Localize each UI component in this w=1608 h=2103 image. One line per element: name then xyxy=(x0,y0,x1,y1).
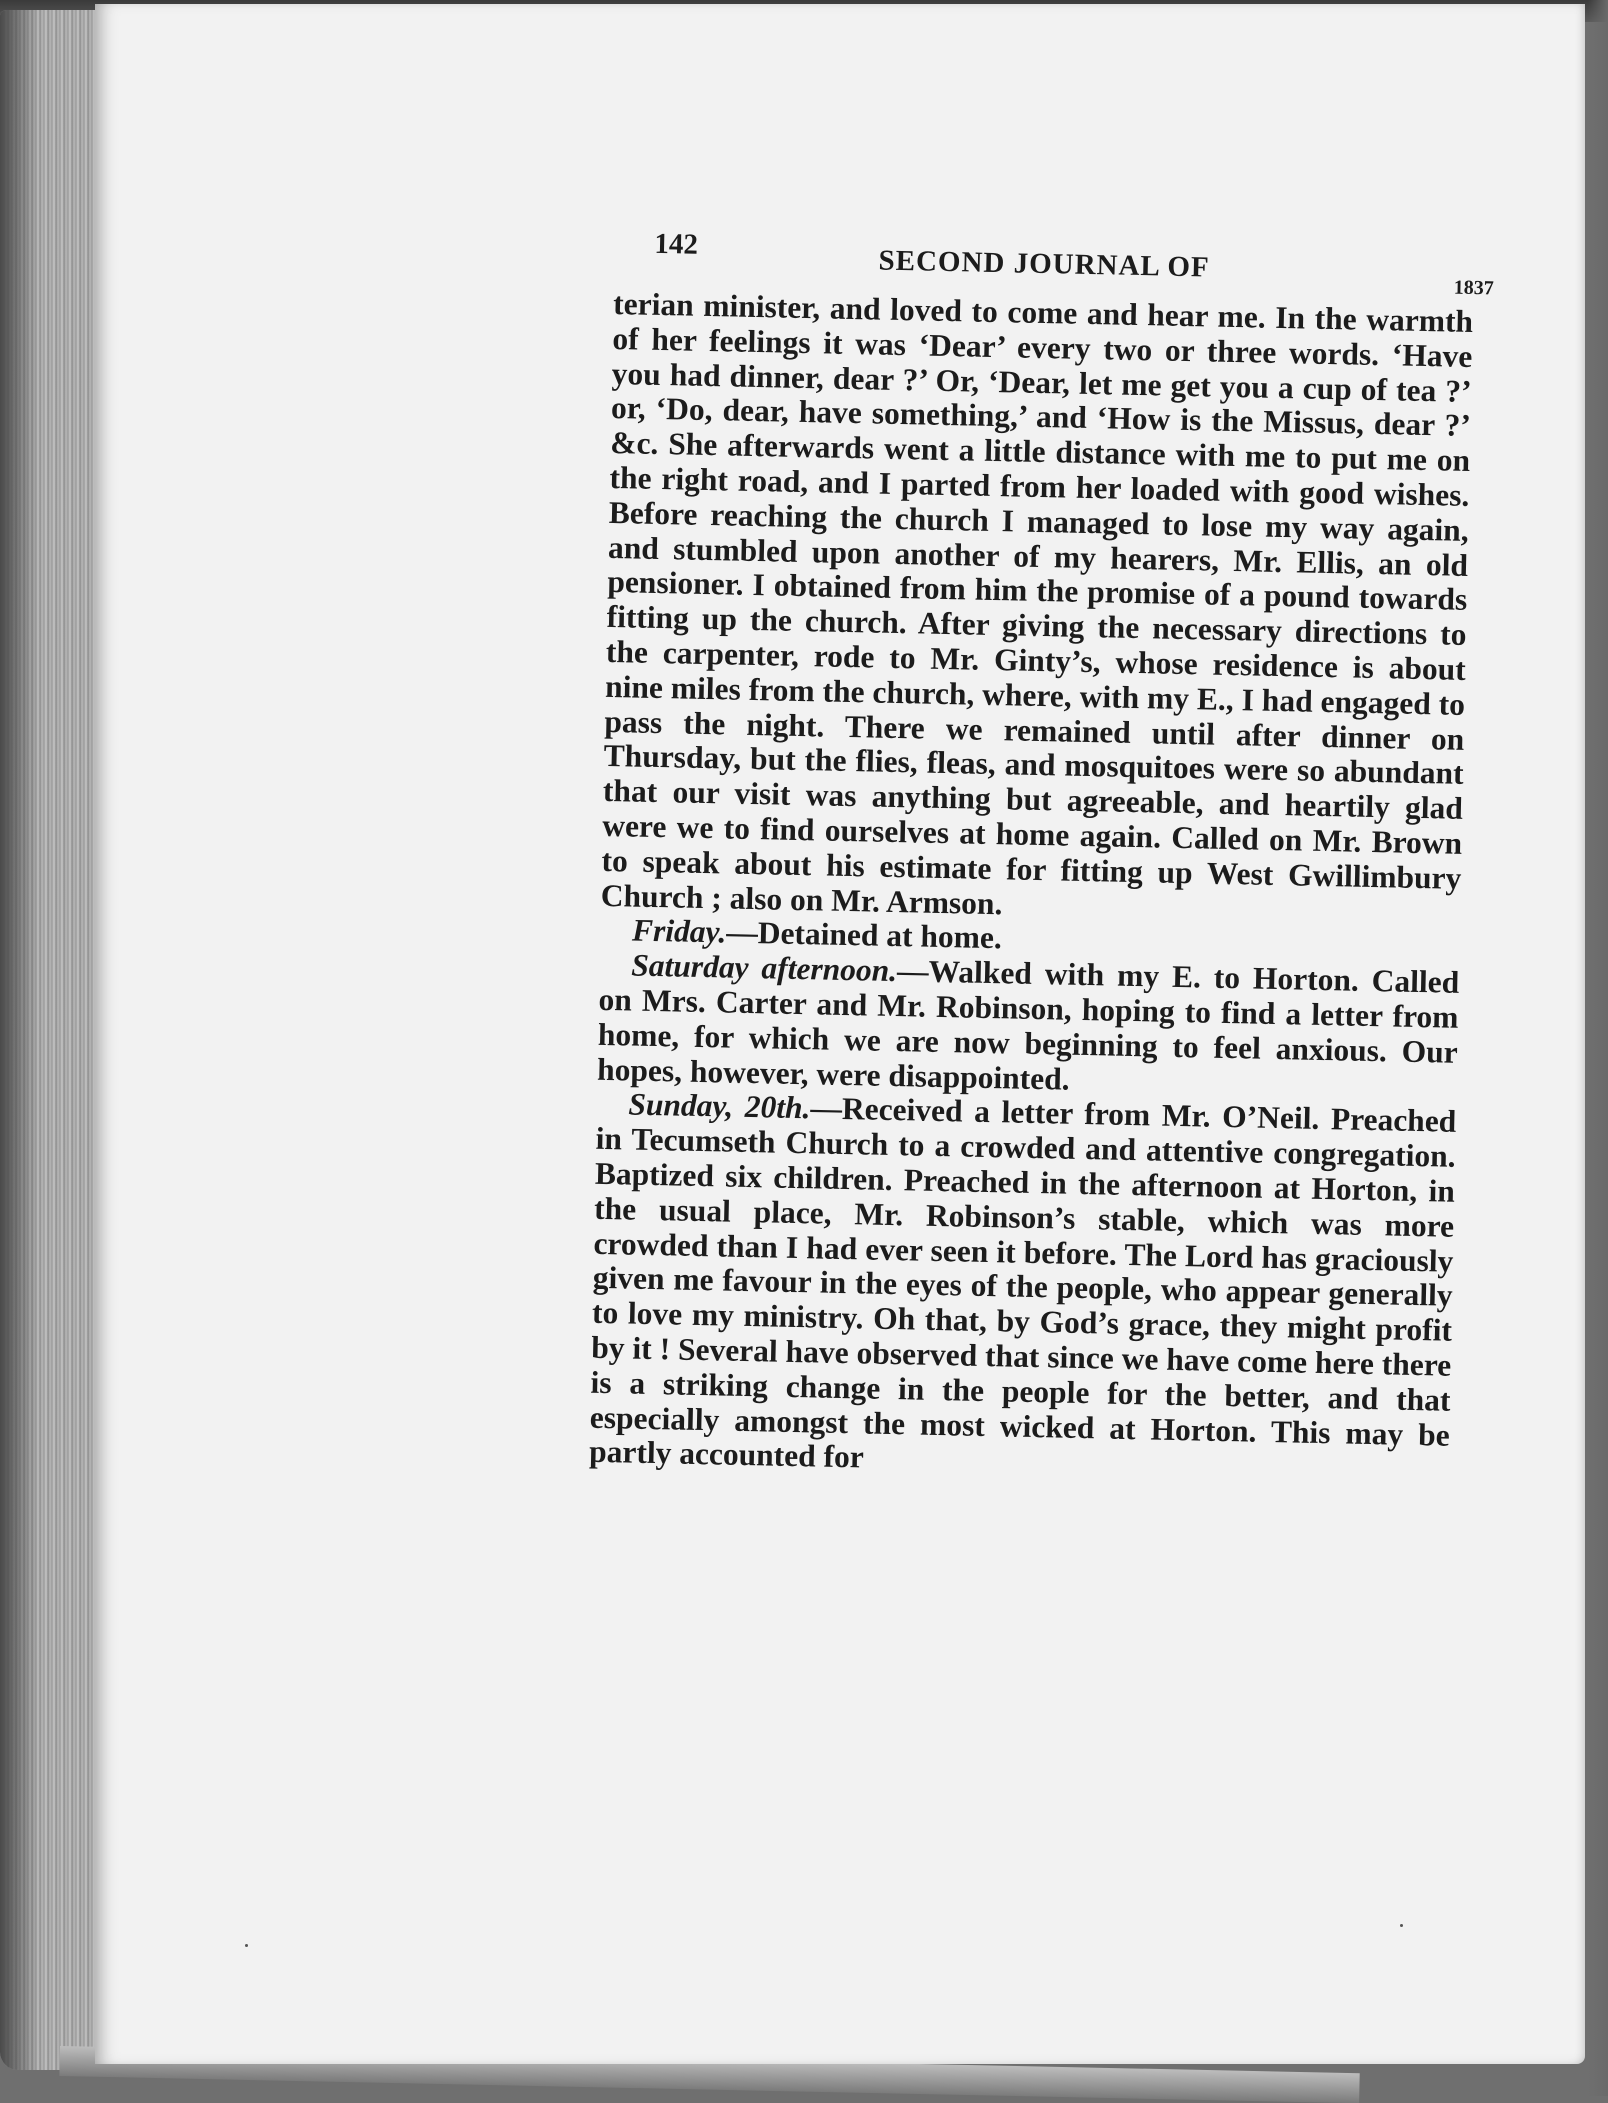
dust-speck xyxy=(245,1944,248,1947)
paragraph-lead: Saturday afternoon. xyxy=(631,947,898,989)
paragraph-text: terian minister, and loved to come and hear me. In the warmth of her feelings it was ‘Dear’ every two or three words. ‘Have you had dinner, dear ?’ Or, ‘Dear, let me get you a cup of tea ?’ or, ‘Do, dear, have something,’ and ‘How is the Missus, dear ?’ &c. She afterwards went a little distance with me to put me on the right road, and I parted from her loaded with good wishes. Before reaching the church I managed to lose my way again, and stumbled upon another of my hearers, Mr. Ellis, an old pensioner. I obtained from him the promise of a pound towards fitting up the church. After giving the necessary directions to the carpenter, rode to Mr. Ginty’s, whose residence is about nine miles from the church, where, with my E., I had engaged to pass the night. There we remained until after dinner on Thursday, but the flies, fleas, and mosquitoes were so abundant that our visit was anything but agreeable, and heartily glad were we to find ourselves at home again. Called on Mr. Brown to speak about his estimate for fitting up West Gwillimbury Church ; also on Mr. Armson. xyxy=(600,285,1474,921)
page-right-shadow xyxy=(1588,0,1608,2096)
body-text xyxy=(589,287,1474,1488)
paragraph-lead: Friday. xyxy=(631,912,727,950)
running-year: 1837 xyxy=(1453,276,1494,300)
page-content xyxy=(588,219,1494,1488)
paragraph-text: —Detained at home. xyxy=(725,914,1003,956)
paragraph-3 xyxy=(597,948,1460,1105)
paragraph-1 xyxy=(600,287,1473,931)
running-head xyxy=(614,219,1494,300)
paragraph-4 xyxy=(589,1087,1457,1488)
paragraph-text: —Received a letter from Mr. O’Neil. Preached in Tecumseth Church to a crowded and attentive congregation. Baptized six children. Preached in the afternoon at Horton, in the usual place, Mr. Robinson’s stable, which was more crowded than I had ever seen it before. The Lord has graciously given me favour in the eyes of the people, who appear generally to love my ministry. Oh that, by God’s grace, they might profit by it ! Several have observed that since we have come here there is a striking change in the people for the better, and that especially amongst the most wicked at Horton. This may be partly accounted for xyxy=(588,1090,1457,1475)
paragraph-text: —Walked with my E. to Horton. Called on Mrs. Carter and Mr. Robinson, hoping to find a letter from home, for which we are now beginning to feel anxious. Our hopes, however, were disappointed. xyxy=(596,953,1460,1097)
dust-speck xyxy=(1400,1924,1403,1927)
book-page xyxy=(95,4,1585,2064)
running-title: SECOND JOURNAL OF xyxy=(878,244,1211,284)
page-number: 142 xyxy=(654,227,699,261)
paragraph-lead: Sunday, 20th. xyxy=(628,1086,811,1126)
